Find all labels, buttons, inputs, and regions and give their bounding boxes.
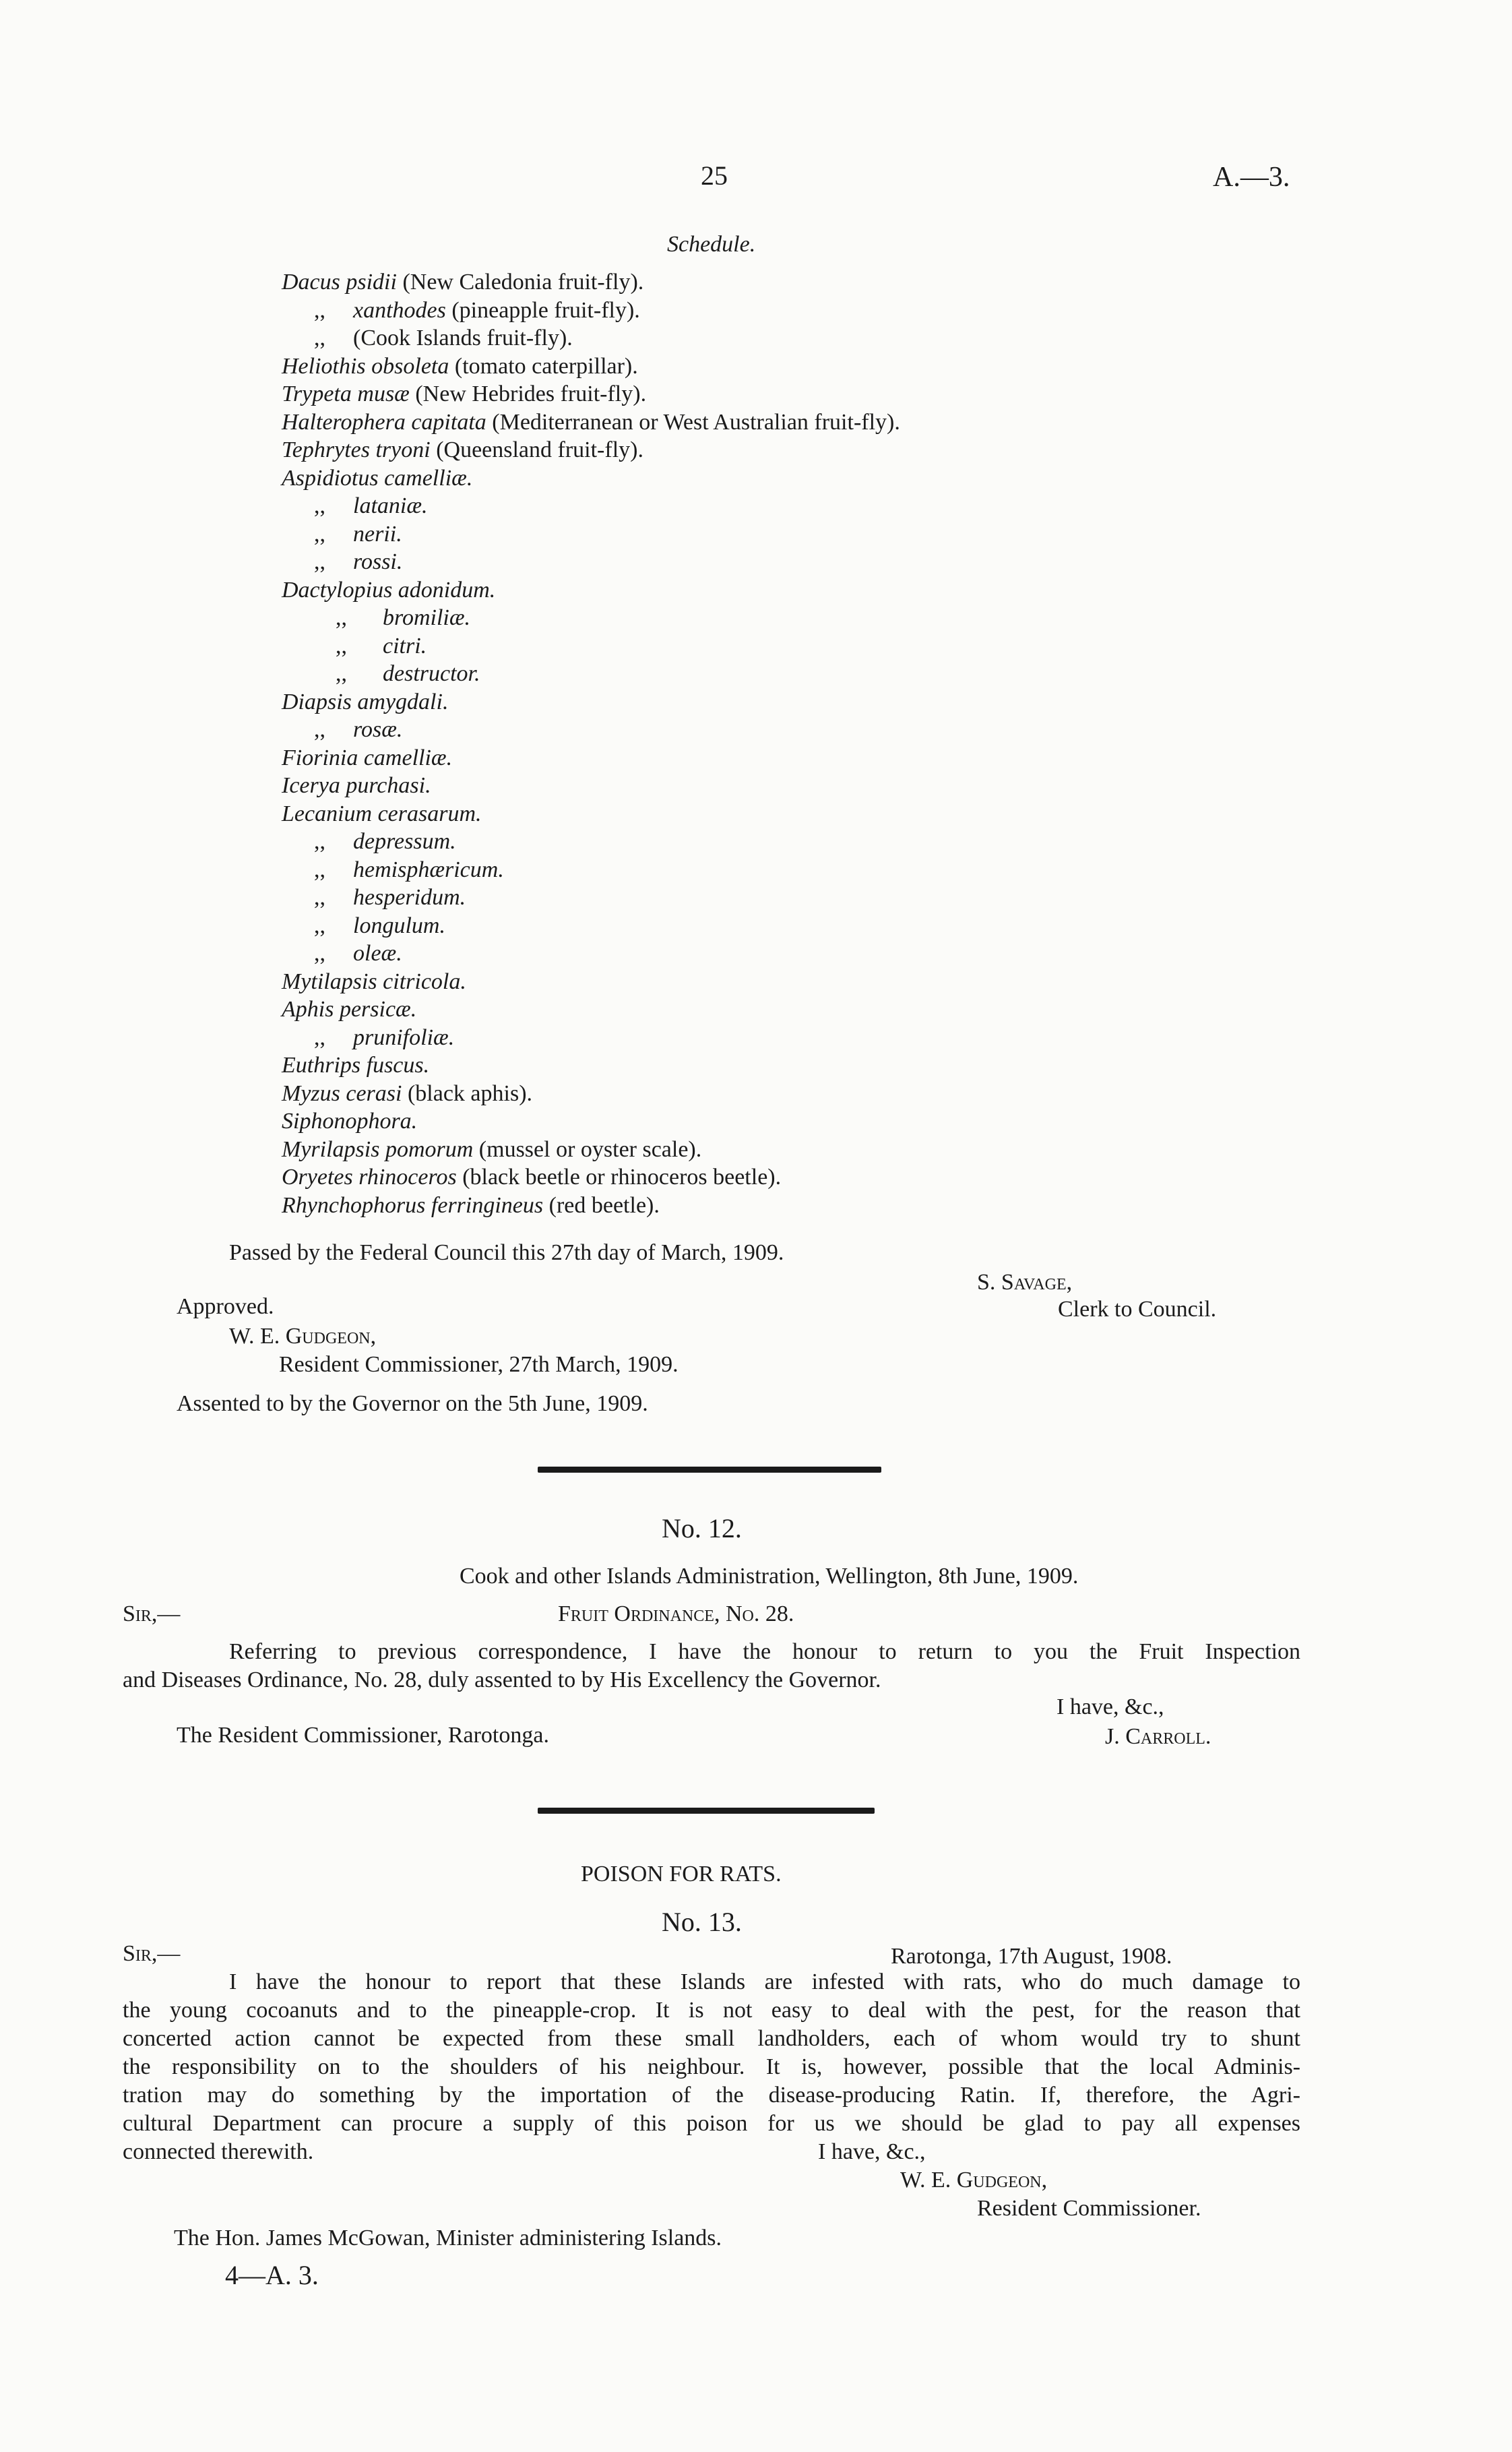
species-name: longulum. [353, 913, 445, 938]
common-name: (black aphis). [402, 1080, 533, 1106]
common-name: (New Hebrides fruit-fly). [409, 381, 647, 406]
schedule-item [282, 1080, 532, 1108]
common-name: (mussel or oyster scale). [473, 1136, 702, 1162]
clerk-name: S. Savage, [977, 1270, 1073, 1295]
species-name: Fiorinia camelliæ. [282, 745, 453, 770]
ditto-mark: ,, [314, 885, 325, 910]
species-name: oleæ. [353, 941, 402, 966]
species-name: Aphis persicæ. [282, 997, 417, 1022]
ditto-mark: ,, [314, 941, 325, 966]
species-name: Trypeta musæ [282, 381, 410, 406]
schedule-item [282, 380, 646, 408]
letter13-body-line: the young cocoanuts and to the pineapple-crop. It is not easy to deal with the pest, for the reason that [123, 1998, 1300, 2023]
species-name: Halterophera capitata [282, 409, 486, 435]
common-name: (tomato caterpillar). [449, 353, 638, 379]
species-name: Rhynchophorus ferringineus [282, 1192, 544, 1218]
schedule-item [314, 324, 573, 353]
ditto-mark: ,, [314, 913, 325, 938]
schedule-item [282, 436, 643, 464]
letter13-body-line: cultural Department can procure a supply of this poison for us we should be glad to pay all expenses [123, 2111, 1300, 2136]
species-name: Lecanium cerasarum. [282, 801, 482, 826]
species-name: depressum. [353, 829, 456, 854]
species-name: hemisphæricum. [353, 857, 504, 882]
schedule-item [282, 1107, 417, 1136]
species-name: prunifoliæ. [353, 1024, 455, 1050]
letter12-salutation: Sir,— [123, 1601, 181, 1626]
ditto-mark: ,, [314, 1024, 325, 1050]
species-name: Oryetes rhinoceros [282, 1165, 457, 1190]
letter12-dateline: Cook and other Islands Administration, Wellington, 8th June, 1909. [460, 1564, 1079, 1589]
schedule-item [282, 353, 638, 381]
species-name: destructor. [383, 661, 480, 686]
letter13-closing: I have, &c., [818, 2139, 926, 2164]
species-name: Diapsis amygdali. [282, 689, 449, 714]
letter12-body-line: Referring to previous correspondence, I have the honour to return to you the Fruit Inspection [229, 1639, 1300, 1664]
approver-name: W. E. Gudgeon, [229, 1324, 377, 1349]
clerk-title: Clerk to Council. [1058, 1297, 1217, 1322]
species-name: Dacus psidii [282, 270, 397, 295]
ditto-mark: ,, [314, 493, 325, 518]
section-divider [538, 1467, 881, 1473]
letter13-dateline: Rarotonga, 17th August, 1908. [891, 1944, 1172, 1969]
letter12-closing: I have, &c., [1057, 1694, 1164, 1719]
species-name: citri. [383, 633, 427, 658]
species-name: Icerya purchasi. [282, 773, 431, 798]
letter13-body-line: connected therewith. [123, 2139, 314, 2164]
schedule-item [282, 688, 448, 716]
schedule-item [282, 800, 482, 828]
schedule-item [282, 995, 416, 1024]
species-name: Aspidiotus camelliæ. [282, 465, 473, 491]
ditto-mark: ,, [314, 717, 325, 742]
ditto-mark: ,, [314, 857, 325, 882]
ditto-mark: ,, [314, 549, 325, 574]
printer-signature-mark: 4—A. 3. [225, 2260, 319, 2290]
ditto-mark: ,, [314, 521, 325, 547]
schedule-item [282, 576, 495, 605]
schedule-item [282, 408, 900, 437]
section-divider [538, 1808, 875, 1814]
common-name: (New Caledonia fruit-fly). [396, 270, 644, 295]
letter13-heading: POISON FOR RATS. [581, 1862, 782, 1887]
species-name: bromiliæ. [383, 605, 471, 630]
common-name: (Queensland fruit-fly). [430, 437, 643, 462]
ditto-mark: ,, [336, 661, 347, 686]
schedule-item [314, 884, 466, 912]
ditto-mark: ,, [314, 326, 325, 350]
schedule-item [282, 1051, 429, 1080]
ditto-mark: ,, [336, 605, 347, 630]
schedule-item [314, 548, 402, 576]
species-name: xanthodes [353, 297, 446, 323]
letter13-body-line: concerted action cannot be expected from these small landholders, each of whom would try to shunt [123, 2026, 1300, 2051]
ditto-mark: ,, [314, 829, 325, 854]
schedule-item [314, 297, 640, 325]
letter13-body [123, 1968, 1300, 2166]
schedule-item [336, 632, 427, 661]
passed-statement: Passed by the Federal Council this 27th day of March, 1909. [229, 1240, 784, 1265]
ditto-mark: ,, [314, 297, 325, 323]
letter12-body-line: and Diseases Ordinance, No. 28, duly assented to by His Excellency the Governor. [123, 1667, 881, 1692]
species-name: Siphonophora. [282, 1109, 418, 1134]
common-name: (red beetle). [543, 1192, 660, 1218]
species-name: Myrilapsis pomorum [282, 1136, 474, 1162]
species-name: Tephrytes tryoni [282, 437, 431, 462]
schedule-item [314, 828, 456, 856]
species-name: lataniæ. [353, 493, 428, 518]
common-name: (black beetle or rhinoceros beetle). [456, 1165, 782, 1190]
letter13-body-line: I have the honour to report that these Islands are infested with rats, who do much damage to [229, 1969, 1300, 1994]
schedule-item [314, 520, 402, 549]
letter12-signature: J. Carroll. [1105, 1724, 1211, 1749]
species-name: hesperidum. [353, 885, 466, 910]
schedule-item [282, 268, 643, 297]
species-name: nerii. [353, 521, 402, 547]
schedule-item [314, 716, 402, 744]
schedule-title: Schedule. [667, 232, 756, 257]
letter13-salutation: Sir,— [123, 1941, 181, 1966]
document-code: A.—3. [1213, 162, 1290, 193]
species-name: Dactylopius adonidum. [282, 577, 496, 603]
letter13-signer-title: Resident Commissioner. [977, 2196, 1201, 2221]
approved-label: Approved. [177, 1294, 274, 1319]
schedule-item [282, 1192, 660, 1220]
page-number: 25 [701, 160, 728, 191]
schedule-item [314, 856, 504, 884]
ditto-mark: ,, [336, 633, 347, 658]
species-name: Heliothis obsoleta [282, 353, 449, 379]
letter13-addressee: The Hon. James McGowan, Minister administering Islands. [174, 2226, 722, 2250]
letter13-body-line: the responsibility on to the shoulders of his neighbour. It is, however, possible that the local Adminis- [123, 2054, 1300, 2079]
letter13-number: No. 13. [662, 1907, 742, 1937]
schedule-item [314, 492, 428, 520]
common-name: (Cook Islands fruit-fly). [353, 326, 573, 350]
common-name: (Mediterranean or West Australian fruit-fly). [486, 409, 900, 435]
letter12-number: No. 12. [662, 1513, 742, 1543]
species-name: rosæ. [353, 717, 403, 742]
schedule-item [336, 604, 470, 632]
common-name: (pineapple fruit-fly). [445, 297, 640, 323]
schedule-item [314, 940, 402, 968]
letter12-addressee: The Resident Commissioner, Rarotonga. [177, 1723, 549, 1748]
species-name: Euthrips fuscus. [282, 1053, 430, 1078]
letter12-subject: Fruit Ordinance, No. 28. [558, 1601, 794, 1626]
letter13-body-line: tration may do something by the importation of the disease-producing Ratin. If, therefore, the Agri- [123, 2083, 1300, 2108]
letter13-signature: W. E. Gudgeon, [900, 2168, 1048, 2193]
schedule-item [282, 464, 472, 493]
schedule-item [336, 660, 480, 688]
schedule-item [314, 912, 445, 940]
schedule-item [282, 744, 452, 772]
assent-statement: Assented to by the Governor on the 5th June, 1909. [177, 1391, 648, 1416]
schedule-item [282, 1163, 781, 1192]
species-name: rossi. [353, 549, 403, 574]
schedule-item [314, 1024, 454, 1052]
approver-title: Resident Commissioner, 27th March, 1909. [279, 1352, 679, 1377]
schedule-item [282, 1136, 701, 1164]
species-name: Myzus cerasi [282, 1080, 402, 1106]
species-name: Mytilapsis citricola. [282, 969, 466, 994]
schedule-item [282, 772, 431, 800]
schedule-item [282, 968, 466, 996]
letter12-body [123, 1638, 1300, 1694]
